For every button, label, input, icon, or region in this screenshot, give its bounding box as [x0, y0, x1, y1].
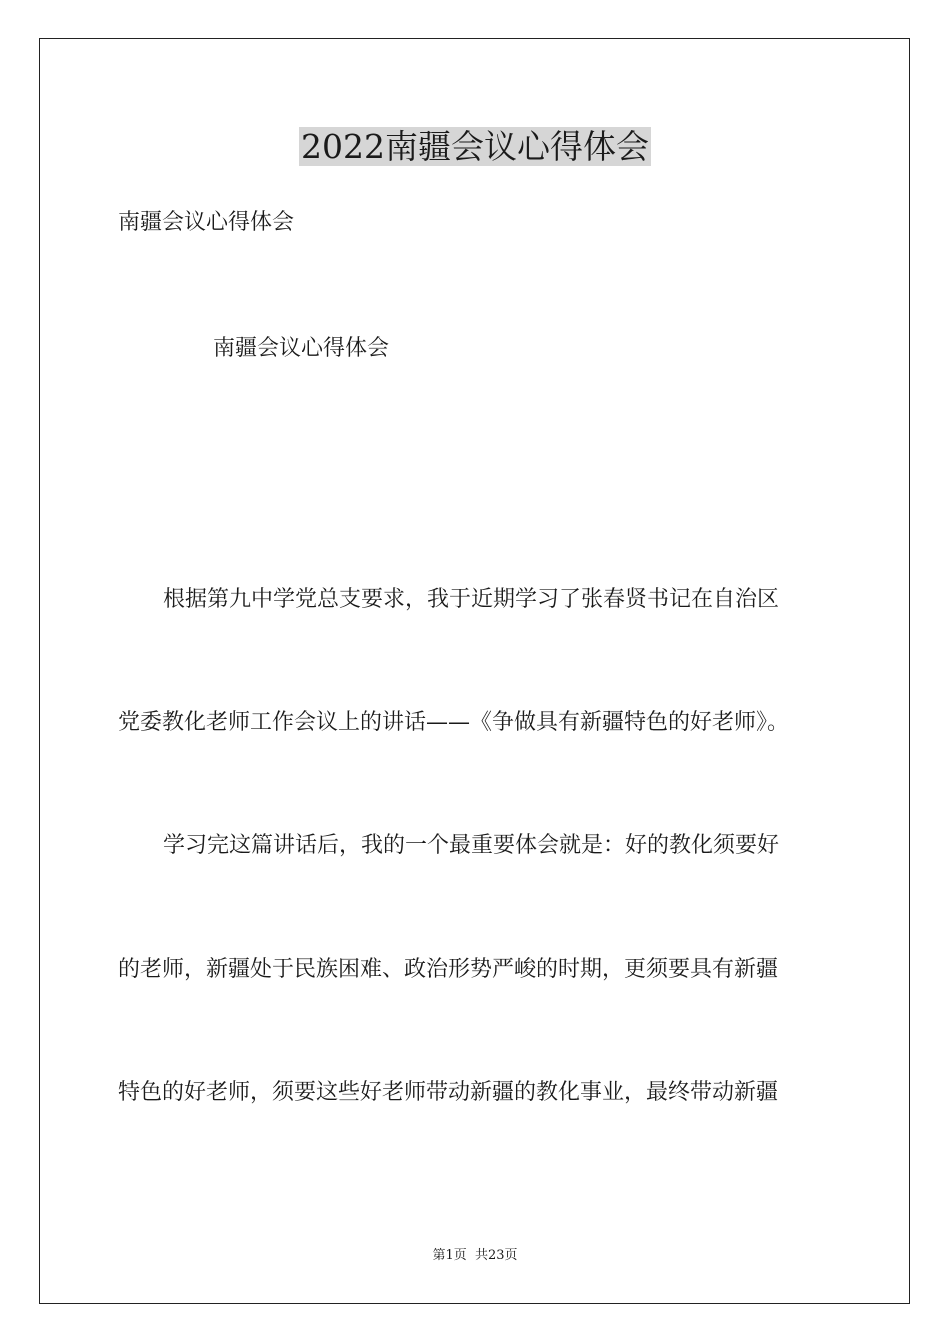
- body-line-2: 党委教化老师工作会议上的讲话——《争做具有新疆特色的好老师》。: [118, 710, 790, 735]
- document-subtitle: 南疆会议心得体会: [118, 210, 295, 235]
- page-number-footer: 第1页 共23页: [432, 1248, 518, 1263]
- body-line-3: 学习完这篇讲话后，我的一个最重要体会就是：好的教化须要好: [163, 833, 780, 858]
- body-line-5: 特色的好老师，须要这些好老师带动新疆的教化事业，最终带动新疆: [118, 1080, 779, 1105]
- document-title-text: 2022南疆会议心得体会: [301, 127, 649, 166]
- body-line-4: 的老师，新疆处于民族困难、政治形势严峻的时期，更须要具有新疆: [118, 957, 779, 982]
- body-line-1: 根据第九中学党总支要求，我于近期学习了张春贤书记在自治区: [163, 587, 780, 612]
- document-title: [0, 124, 950, 170]
- section-heading: 南疆会议心得体会: [213, 336, 390, 361]
